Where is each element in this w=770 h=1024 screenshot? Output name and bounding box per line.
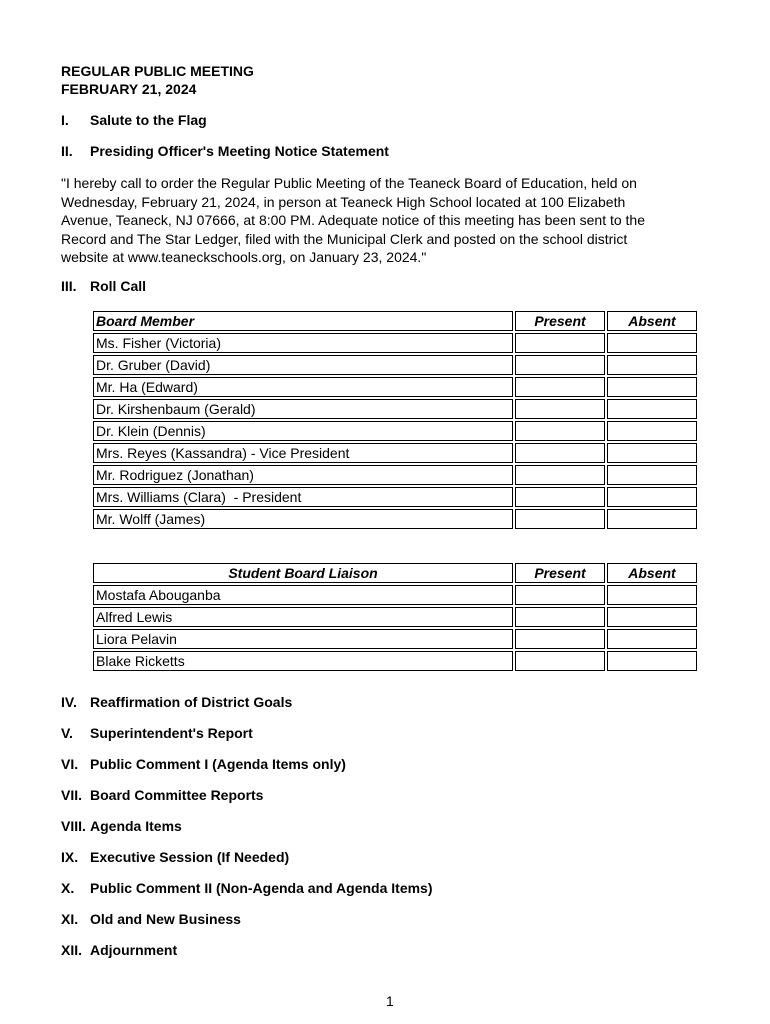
table-row [93,333,697,353]
member-name: Ms. Fisher (Victoria) [93,333,513,353]
absent-cell [607,585,697,605]
section-label: Public Comment II (Non-Agenda and Agenda Items) [90,880,433,896]
section-label: Public Comment I (Agenda Items only) [90,756,346,772]
absent-cell [607,443,697,463]
absent-cell [607,355,697,375]
column-header: Board Member [93,311,513,331]
table-row [93,585,697,605]
table-header-row [93,311,697,331]
meeting-date: FEBRUARY 21, 2024 [61,81,197,97]
section-number: I. [61,112,69,128]
board-roll-call-table [91,309,699,531]
member-name: Mrs. Williams (Clara) - President [93,487,513,507]
section-label: Old and New Business [90,911,241,927]
section-number: II. [61,143,73,159]
table-row [93,465,697,485]
section-number: VIII. [61,818,86,834]
section-heading [61,880,433,896]
present-cell [515,399,605,419]
section-number: VII. [61,787,83,803]
member-name: Dr. Gruber (David) [93,355,513,375]
table-row [93,399,697,419]
table-row [93,607,697,627]
present-cell [515,421,605,441]
section-heading [61,818,182,834]
absent-cell [607,509,697,529]
section-heading [61,911,241,927]
section-label: Adjournment [90,942,178,958]
member-name: Dr. Klein (Dennis) [93,421,513,441]
present-cell [515,333,605,353]
meeting-title: REGULAR PUBLIC MEETING [61,63,254,79]
column-header: Absent [607,563,697,583]
liaison-name: Blake Ricketts [93,651,513,671]
absent-cell [607,421,697,441]
present-cell [515,487,605,507]
section-heading [61,756,346,772]
absent-cell [607,333,697,353]
section-label: Board Committee Reports [90,787,264,803]
column-header: Present [515,311,605,331]
absent-cell [607,651,697,671]
section-heading [61,849,289,865]
section-label: Reaffirmation of District Goals [90,694,293,710]
liaison-name: Alfred Lewis [93,607,513,627]
absent-cell [607,399,697,419]
absent-cell [607,607,697,627]
table-row [93,377,697,397]
section-number: V. [61,725,73,741]
present-cell [515,355,605,375]
section-label: Roll Call [90,278,147,294]
present-cell [515,585,605,605]
present-cell [515,443,605,463]
section-heading [61,278,146,294]
notice-statement: "I hereby call to order the Regular Public Meeting of the Teaneck Board of Education, held on Wednesday, February 21, 2024, in person at Teaneck High School located at 100 Elizabeth Avenue, Teaneck, NJ 07666, at 8:00 PM. Adequate notice of this meeting has been sent to the Record and The Star Ledger, filed with the Municipal Clerk and posted on the school district website at www.teaneckschools.org, on January 23, 2024." [61,175,645,266]
table-row [93,509,697,529]
absent-cell [607,629,697,649]
column-header: Present [515,563,605,583]
table-row [93,487,697,507]
member-name: Mr. Rodriguez (Jonathan) [93,465,513,485]
member-name: Mr. Ha (Edward) [93,377,513,397]
liaison-name: Liora Pelavin [93,629,513,649]
section-heading [61,787,263,803]
section-heading [61,112,207,128]
absent-cell [607,465,697,485]
section-number: VI. [61,756,79,772]
column-header: Absent [607,311,697,331]
absent-cell [607,487,697,507]
section-label: Superintendent's Report [90,725,253,741]
present-cell [515,377,605,397]
member-name: Mr. Wolff (James) [93,509,513,529]
member-name: Mrs. Reyes (Kassandra) - Vice President [93,443,513,463]
table-header-row [93,563,697,583]
section-number: IX. [61,849,79,865]
table-row [93,629,697,649]
table-row [93,355,697,375]
section-label: Executive Session (If Needed) [90,849,290,865]
section-number: XI. [61,911,79,927]
section-heading [61,725,253,741]
present-cell [515,629,605,649]
table-row [93,443,697,463]
section-heading [61,694,292,710]
member-name: Dr. Kirshenbaum (Gerald) [93,399,513,419]
table-row [93,421,697,441]
present-cell [515,651,605,671]
liaison-name: Mostafa Abouganba [93,585,513,605]
present-cell [515,509,605,529]
section-label: Presiding Officer's Meeting Notice Statement [90,143,389,159]
present-cell [515,607,605,627]
absent-cell [607,377,697,397]
table-row [93,651,697,671]
page-number: 1 [386,993,394,1009]
section-heading [61,942,177,958]
section-heading [61,143,389,159]
section-number: X. [61,880,75,896]
section-number: III. [61,278,77,294]
section-label: Salute to the Flag [90,112,207,128]
student-liaison-table [91,561,699,673]
column-header: Student Board Liaison [93,563,513,583]
section-label: Agenda Items [90,818,182,834]
present-cell [515,465,605,485]
section-number: IV. [61,694,77,710]
section-number: XII. [61,942,83,958]
